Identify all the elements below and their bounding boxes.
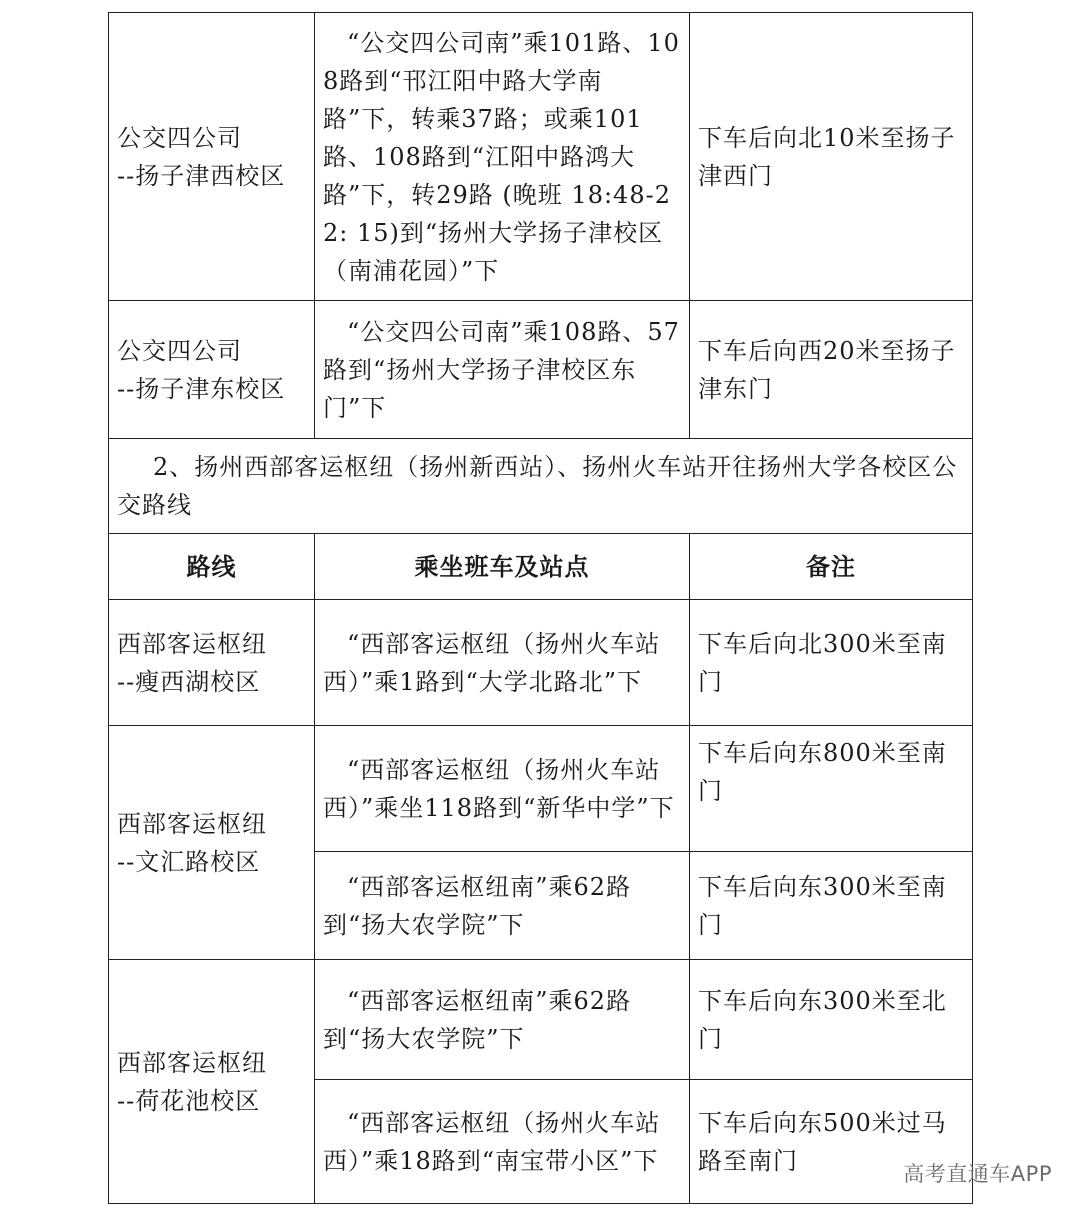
bus-cell: “西部客运枢纽南”乘62路到“扬大农学院”下: [315, 960, 690, 1080]
route-destination: --荷花池校区: [117, 1086, 261, 1115]
note-cell: 下车后向东500米过马路至南门: [690, 1080, 973, 1204]
route-origin: 西部客运枢纽: [117, 629, 267, 658]
table-row: [109, 13, 973, 301]
bus-cell: “西部客运枢纽（扬州火车站西）”乘1路到“大学北路北”下: [315, 600, 690, 726]
table-row: [109, 960, 973, 1080]
route-cell: [109, 600, 315, 726]
column-header-bus: 乘坐班车及站点: [315, 534, 690, 600]
table-row: [109, 600, 973, 726]
route-cell: [109, 960, 315, 1204]
table-header-row: [109, 534, 973, 600]
note-cell: 下车后向北10米至扬子津西门: [690, 13, 973, 301]
table-row: [109, 301, 973, 439]
route-origin: 公交四公司: [117, 336, 242, 365]
section-title: 2、扬州西部客运枢纽（扬州新西站）、扬州火车站开往扬州大学各校区公交路线: [109, 439, 973, 534]
route-origin: 西部客运枢纽: [117, 1048, 267, 1077]
bus-cell: “公交四公司南”乘101路、108路到“邗江阳中路大学南路”下，转乘37路；或乘101路、108路到“江阳中路鸿大路”下，转29路 (晚班 18:48-22: 15)到“扬州大学扬子津校区（南浦花园）”下: [315, 13, 690, 301]
route-cell: [109, 726, 315, 960]
bus-routes-table: [108, 12, 973, 1204]
route-destination: --瘦西湖校区: [117, 667, 261, 696]
column-header-note: 备注: [690, 534, 973, 600]
route-origin: 公交四公司: [117, 123, 242, 152]
app-watermark: 高考直通车APP: [903, 1162, 1052, 1186]
route-origin: 西部客运枢纽: [117, 809, 267, 838]
column-header-route: 路线: [109, 534, 315, 600]
note-cell: 下车后向北300米至南门: [690, 600, 973, 726]
bus-cell: “西部客运枢纽（扬州火车站西）”乘坐118路到“新华中学”下: [315, 726, 690, 852]
note-cell: 下车后向东800米至南门: [690, 726, 973, 852]
bus-cell: “公交四公司南”乘108路、57路到“扬州大学扬子津校区东门”下: [315, 301, 690, 439]
note-cell: 下车后向东300米至南门: [690, 852, 973, 960]
note-cell: 下车后向西20米至扬子津东门: [690, 301, 973, 439]
note-cell: 下车后向东300米至北门: [690, 960, 973, 1080]
table-row: [109, 726, 973, 852]
route-destination: --扬子津东校区: [117, 374, 286, 403]
route-cell: [109, 13, 315, 301]
bus-cell: “西部客运枢纽（扬州火车站西）”乘18路到“南宝带小区”下: [315, 1080, 690, 1204]
route-destination: --扬子津西校区: [117, 161, 286, 190]
table-row: [109, 439, 973, 534]
bus-cell: “西部客运枢纽南”乘62路到“扬大农学院”下: [315, 852, 690, 960]
route-cell: [109, 301, 315, 439]
route-destination: --文汇路校区: [117, 847, 261, 876]
